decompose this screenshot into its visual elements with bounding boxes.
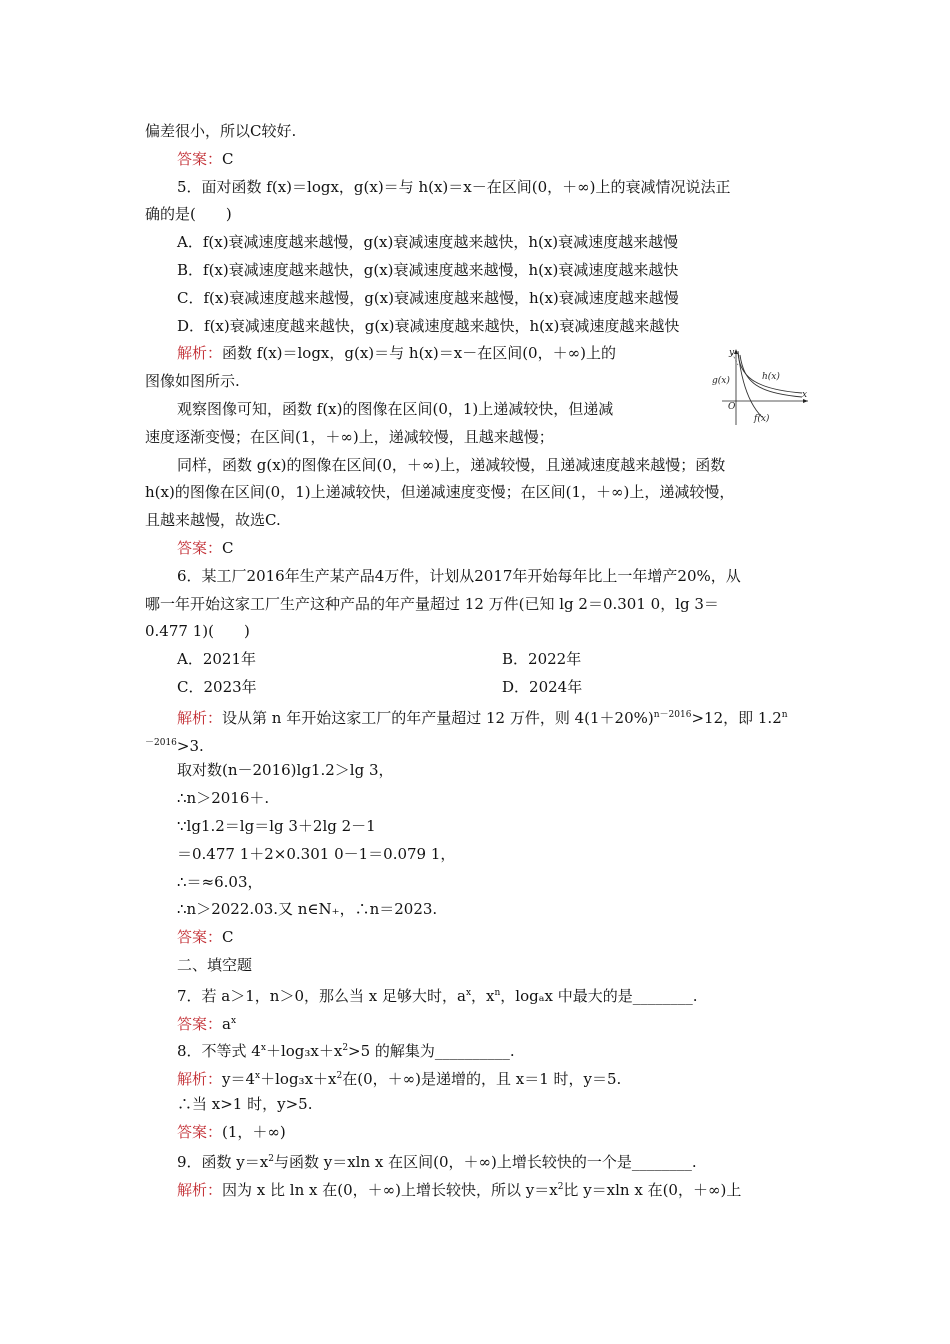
line-text: D．f(x)衰减速度越来越快，g(x)衰减速度越来越快，h(x)衰减速度越来越快	[177, 316, 680, 335]
line-text: 0.477 1)( )	[145, 622, 250, 641]
text-line	[145, 618, 810, 646]
text-line	[145, 479, 810, 507]
text-line	[145, 952, 810, 980]
text-line	[145, 1119, 810, 1147]
line-text: C	[222, 928, 234, 947]
superscript: －2016	[145, 737, 177, 748]
line-text: y＝4	[222, 1070, 256, 1089]
line-text: 6．某工厂2016年生产某产品4万件，计划从2017年开始每年比上一年增产20%，从	[177, 566, 741, 585]
line-text: a	[222, 1014, 231, 1033]
answer-label: 解析：	[177, 1181, 223, 1200]
line-text: 确的是( )	[145, 205, 232, 224]
answer-label: 解析：	[177, 708, 223, 727]
superscript: n	[781, 709, 788, 720]
text-block-2	[145, 702, 810, 1202]
text-line	[145, 146, 810, 174]
line-text: h(x)的图像在区间(0，1)上递减较快，但递减速度变慢；在区间(1，＋∞)上，递减较慢，	[145, 483, 735, 502]
superscript: 2	[557, 1182, 564, 1193]
text-line	[145, 813, 810, 841]
function-graph-figure	[702, 345, 812, 427]
line-text: 二、填空题	[177, 955, 253, 974]
answer-label: 答案：	[177, 1122, 223, 1141]
document-page	[145, 118, 810, 1202]
text-line	[145, 257, 810, 285]
fig-label-f: f(x)	[754, 414, 770, 424]
line-text: 5．面对函数 f(x)＝logx，g(x)＝与 h(x)＝x－在区间(0，＋∞)上的衰减情况说法正	[177, 177, 731, 196]
line-text-tail: >5 的解集为__________.	[348, 1042, 515, 1061]
text-line	[145, 1091, 810, 1119]
line-text: 7．若 a＞1，n＞0，那么当 x 足够大时，a	[177, 986, 466, 1005]
line-text: (1，＋∞)	[222, 1122, 286, 1141]
line-text: B．f(x)衰减速度越来越快，g(x)衰减速度越来越慢，h(x)衰减速度越来越快	[177, 260, 679, 279]
line-text: ∴当 x>1 时，y>5.	[177, 1094, 313, 1113]
line-text: 同样，函数 g(x)的图像在区间(0，＋∞)上，递减较慢，且递减速度越来越慢；函数	[177, 455, 726, 474]
text-line	[145, 563, 810, 591]
fig-label-h: h(x)	[762, 372, 780, 382]
line-text-tail: >12，即 1.2	[691, 708, 782, 727]
line-text: 且越来越慢，故选C.	[145, 511, 281, 530]
text-line	[145, 924, 810, 952]
superscript: 2	[342, 1043, 349, 1054]
line-text: 取对数(n－2016)lg1.2＞lg 3，	[177, 761, 394, 780]
text-line	[145, 869, 810, 897]
text-line	[145, 535, 810, 563]
line-text: ＝0.477 1＋2×0.301 0－1＝0.079 1，	[177, 844, 456, 863]
text-line	[145, 730, 810, 758]
superscript: x	[255, 1071, 261, 1082]
line-text: 哪一年开始这家工厂生产这种产品的年产量超过 12 万件(已知 lg 2＝0.301 0，lg 3＝	[145, 594, 719, 613]
text-line	[145, 1035, 810, 1063]
option-row	[145, 646, 810, 674]
text-line	[145, 285, 810, 313]
line-text-tail: ，logₐx 中最大的是________.	[500, 986, 698, 1005]
line-text: 8．不等式 4	[177, 1042, 261, 1061]
line-text: 速度逐渐变慢；在区间(1，＋∞)上，递减较慢，且越来越慢；	[145, 427, 554, 446]
superscript: 2	[268, 1154, 274, 1165]
answer-label: 答案：	[177, 149, 223, 168]
superscript: x	[260, 1043, 266, 1054]
line-text-tail: 与函数 y＝xln x 在区间(0，＋∞)上增长较快的一个是________.	[273, 1153, 697, 1172]
text-line	[145, 1146, 810, 1174]
text-line	[145, 1063, 810, 1091]
line-text: C	[222, 538, 234, 557]
line-text-tail: >3.	[176, 736, 204, 755]
text-line	[145, 229, 810, 257]
line-text-tail: ＋log₃x＋x	[265, 1042, 343, 1061]
fig-label-y: y	[729, 348, 735, 358]
line-text: ∴n＞2022.03.又 n∈N₊，∴n＝2023.	[177, 900, 438, 919]
line-text-tail: 在(0，＋∞)是递增的，且 x＝1 时，y＝5.	[342, 1070, 622, 1089]
answer-label: 答案：	[177, 538, 223, 557]
text-line	[145, 201, 810, 229]
text-line	[145, 313, 810, 341]
text-line	[145, 507, 810, 535]
superscript: n－2016	[653, 709, 692, 720]
line-text-tail: ＋log₃x＋x	[260, 1070, 337, 1089]
line-text: ∴n＞2016＋.	[177, 789, 270, 808]
line-text: 9．函数 y＝x	[177, 1153, 269, 1172]
answer-label: 答案：	[177, 1014, 223, 1033]
line-text: 偏差很小，所以C较好.	[145, 122, 297, 140]
y-axis-arrow	[734, 349, 738, 354]
line-text: 函数 f(x)＝logx，g(x)＝与 h(x)＝x－在区间(0，＋∞)上的	[222, 344, 616, 363]
superscript: x	[465, 987, 472, 998]
superscript: 2	[336, 1071, 343, 1082]
superscript: x	[230, 1015, 237, 1026]
line-text: C	[222, 149, 234, 168]
fig-label-o: O	[728, 402, 736, 412]
line-text: A．f(x)衰减速度越来越慢，g(x)衰减速度越来越快，h(x)衰减速度越来越慢	[177, 233, 679, 252]
text-line	[145, 118, 810, 146]
text-line	[145, 896, 810, 924]
text-line	[145, 424, 810, 452]
curve-f	[738, 351, 762, 417]
option-left: C．2023年	[177, 677, 257, 696]
text-line	[145, 591, 810, 619]
answer-label: 解析：	[177, 1070, 223, 1089]
line-text: 观察图像可知，函数 f(x)的图像在区间(0，1)上递减较快，但递减	[177, 399, 614, 418]
text-line	[145, 841, 810, 869]
line-text: 因为 x 比 ln x 在(0，＋∞)上增长较快，所以 y＝x	[222, 1181, 558, 1200]
line-text-tail: 比 y＝xln x 在(0，＋∞)上	[563, 1181, 742, 1200]
line-text: ∴＝≈6.03，	[177, 872, 263, 891]
text-line	[145, 452, 810, 480]
option-right: B．2022年	[502, 650, 582, 669]
answer-label: 答案：	[177, 928, 223, 947]
superscript: n	[494, 987, 501, 998]
line-text: ∵lg1.2＝lg＝lg 3＋2lg 2－1	[177, 816, 376, 835]
option-right: D．2024年	[502, 677, 583, 696]
line-text: C．f(x)衰减速度越来越慢，g(x)衰减速度越来越慢，h(x)衰减速度越来越慢	[177, 288, 679, 307]
line-text-tail: ，x	[471, 986, 495, 1005]
option-left: A．2021年	[177, 650, 257, 669]
text-line	[145, 702, 810, 730]
fig-label-x: x	[802, 390, 808, 400]
answer-label: 解析：	[177, 344, 223, 363]
text-line	[145, 1174, 810, 1202]
fig-label-g: g(x)	[712, 376, 730, 386]
option-row	[145, 674, 810, 702]
line-text: 图像如图所示.	[145, 372, 240, 391]
options-block	[145, 646, 810, 702]
text-line	[145, 785, 810, 813]
text-line	[145, 980, 810, 1008]
line-text: 设从第 n 年开始这家工厂的年产量超过 12 万件，则 4(1＋20%)	[222, 708, 654, 727]
text-line	[145, 757, 810, 785]
text-line	[145, 174, 810, 202]
text-line	[145, 1008, 810, 1036]
